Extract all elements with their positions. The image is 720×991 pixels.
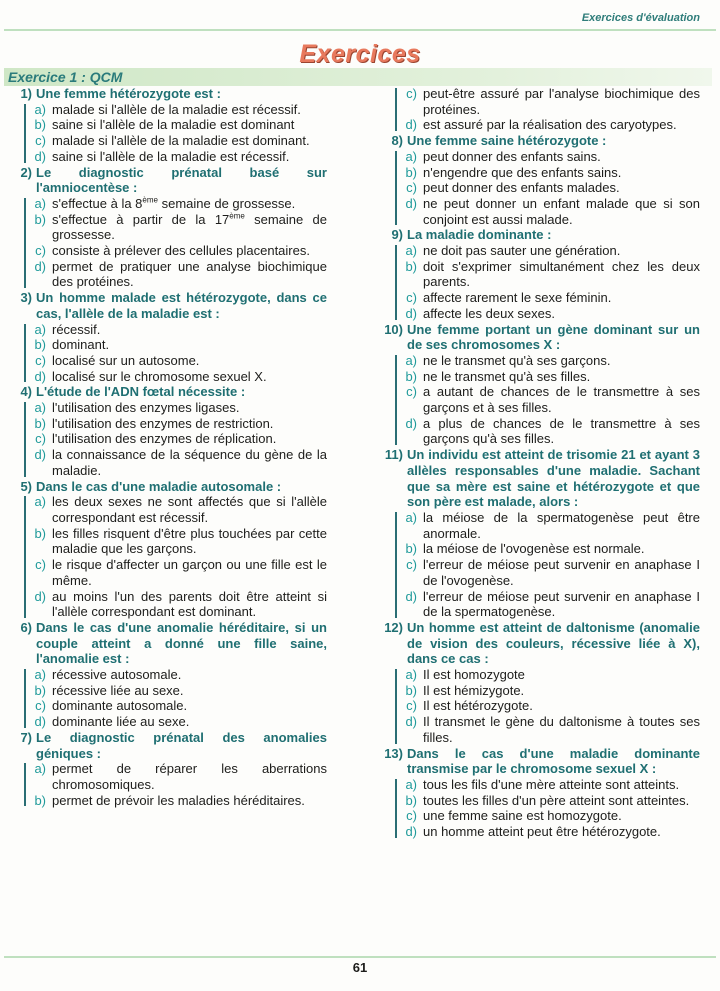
answer-option <box>395 557 700 588</box>
question-stem <box>7 86 327 102</box>
option-text: l'erreur de méiose peut survenir en anaphase I de la spermatogenèse. <box>423 588 700 620</box>
option-text: l'utilisation des enzymes de réplication. <box>52 431 277 447</box>
option-text: ne le transmet qu'à ses garçons. <box>423 352 611 368</box>
answer-option <box>395 165 700 181</box>
answer-option <box>24 259 327 290</box>
answer-option <box>395 541 700 557</box>
answer-option <box>24 337 327 353</box>
question-stem <box>7 165 327 196</box>
option-text: n'engendre que des enfants sains. <box>423 164 622 180</box>
answer-options <box>24 494 327 620</box>
answer-options <box>24 102 327 165</box>
answer-option <box>24 447 327 478</box>
option-text: l'utilisation des enzymes de restriction. <box>52 415 274 431</box>
answer-option <box>24 212 327 243</box>
option-text: les deux sexes ne sont affectés que si l'allèle correspondant est récessif. <box>52 494 327 525</box>
question-number: 9) <box>391 227 403 243</box>
option-text: récessive liée au sexe. <box>52 682 184 698</box>
answer-option <box>24 117 327 133</box>
option-letter: d) <box>405 195 417 211</box>
option-text: récessif. <box>52 321 101 337</box>
question-text: Dans le cas d'une maladie dominante transmise par le chromosome sexuel X : <box>407 745 700 777</box>
answer-option <box>24 714 327 730</box>
question <box>378 746 700 840</box>
answer-option <box>395 353 700 369</box>
option-letter: d) <box>405 714 417 730</box>
option-letter: d) <box>405 588 417 604</box>
option-letter: b) <box>405 368 417 384</box>
answer-option <box>395 589 700 620</box>
answer-option <box>395 306 700 322</box>
option-letter: a) <box>405 148 417 164</box>
option-text: dominante autosomale. <box>52 698 188 714</box>
question-stem <box>378 746 700 777</box>
answer-option <box>24 102 327 118</box>
option-letter: a) <box>34 761 46 777</box>
answer-option <box>395 510 700 541</box>
question-text: Une femme saine hétérozygote : <box>407 133 607 149</box>
option-text: ne peut donner un enfant malade que si son conjoint est aussi malade. <box>423 195 700 227</box>
answer-option <box>24 400 327 416</box>
answer-option <box>395 243 700 259</box>
question <box>7 479 327 620</box>
option-letter: c) <box>35 698 46 714</box>
question <box>7 730 327 809</box>
question-number: 3) <box>20 290 32 306</box>
exercise-banner <box>4 68 712 86</box>
answer-options <box>24 196 327 290</box>
question-stem <box>7 290 327 321</box>
answer-option <box>395 714 700 745</box>
option-text: Il est hétérozygote. <box>423 698 533 714</box>
option-letter: c) <box>35 431 46 447</box>
answer-option <box>395 808 700 824</box>
option-text: la méiose de l'ovogenèse est normale. <box>423 541 645 557</box>
question-stem <box>7 384 327 400</box>
answer-option <box>24 149 327 165</box>
option-letter: d) <box>34 588 46 604</box>
option-text: Il transmet le gène du daltonisme à toutes ses filles. <box>423 714 700 745</box>
option-text: consiste à prélever des cellules placentaires. <box>52 243 310 259</box>
answer-option <box>395 777 700 793</box>
option-letter: c) <box>406 808 417 824</box>
option-letter: c) <box>35 557 46 573</box>
answer-options <box>395 667 700 746</box>
question-text: L'étude de l'ADN fœtal nécessite : <box>36 384 246 400</box>
option-text: est assuré par la réalisation des caryotypes. <box>423 117 677 133</box>
question <box>378 227 700 321</box>
question-number: 7) <box>20 729 32 745</box>
question-text: Le diagnostic prénatal basé sur l'amniocentèse : <box>36 164 327 196</box>
option-text: affecte les deux sexes. <box>423 305 556 321</box>
header-section-label: Exercices d'évaluation <box>581 12 700 24</box>
answer-options <box>24 322 327 385</box>
question-text: Une femme portant un gène dominant sur un de ses chromosomes X : <box>407 321 700 353</box>
option-text: permet de prévoir les maladies héréditaires. <box>52 792 305 808</box>
question-text: Dans le cas d'une anomalie héréditaire, si un couple atteint a donné une fille saine, l'anomalie est : <box>36 619 327 667</box>
question <box>7 86 327 165</box>
option-text: peut donner des enfants malades. <box>423 180 620 196</box>
question-stem <box>378 447 700 510</box>
option-letter: b) <box>34 792 46 808</box>
option-letter: d) <box>34 714 46 730</box>
option-text: s'effectue à la 8ème semaine de grossesse. <box>52 195 296 211</box>
answer-option <box>395 196 700 227</box>
answer-option <box>395 259 700 290</box>
answer-option <box>24 431 327 447</box>
option-text: le risque d'affecter un garçon ou une fille est le même. <box>52 557 327 588</box>
option-letter: a) <box>405 667 417 683</box>
question-stem <box>378 620 700 667</box>
answer-options <box>24 667 327 730</box>
answer-option <box>395 683 700 699</box>
answer-option <box>395 290 700 306</box>
option-letter: a) <box>34 400 46 416</box>
option-letter: a) <box>405 776 417 792</box>
option-letter: d) <box>34 258 46 274</box>
option-letter: d) <box>34 148 46 164</box>
option-letter: a) <box>405 243 417 259</box>
exercise-title: Exercice 1 : QCM <box>8 69 123 85</box>
question <box>7 384 327 478</box>
answer-option <box>24 322 327 338</box>
answer-option <box>24 698 327 714</box>
option-letter: b) <box>34 211 46 227</box>
question <box>378 322 700 448</box>
question <box>7 290 327 384</box>
option-text: Il est hémizygote. <box>423 682 525 698</box>
footer-rule <box>4 956 716 958</box>
option-text: ne le transmet qu'à ses filles. <box>423 368 591 384</box>
question-stem <box>378 322 700 353</box>
option-text: au moins l'un des parents doit être atteint si l'allèle correspondant est dominant. <box>52 588 327 620</box>
option-letter: b) <box>405 258 417 274</box>
option-letter: b) <box>405 682 417 698</box>
answer-options <box>24 761 327 808</box>
option-text: l'utilisation des enzymes ligases. <box>52 400 240 416</box>
option-letter: d) <box>34 447 46 463</box>
option-letter: b) <box>405 541 417 557</box>
option-text: peut donner des enfants sains. <box>423 148 601 164</box>
answer-option <box>24 667 327 683</box>
option-letter: b) <box>34 337 46 353</box>
page-number: 61 <box>352 960 368 975</box>
question-stem <box>7 479 327 495</box>
question-number: 13) <box>384 745 403 761</box>
option-letter: a) <box>34 667 46 683</box>
option-text: s'effectue à partir de la 17ème semaine de grossesse. <box>52 211 327 243</box>
option-text: récessive autosomale. <box>52 667 182 683</box>
option-letter: a) <box>34 101 46 117</box>
option-letter: b) <box>34 117 46 133</box>
option-letter: c) <box>35 243 46 259</box>
option-letter: c) <box>35 133 46 149</box>
option-text: malade si l'allèle de la maladie est dominant. <box>52 133 310 149</box>
answer-option <box>24 526 327 557</box>
question-number: 12) <box>384 619 403 635</box>
option-text: localisé sur un autosome. <box>52 352 200 368</box>
left-column <box>7 86 327 808</box>
answer-option <box>395 793 700 809</box>
question <box>378 447 700 620</box>
option-text: doit s'exprimer simultanément chez les deux parents. <box>423 258 700 290</box>
option-letter: c) <box>406 290 417 306</box>
option-letter: d) <box>405 824 417 840</box>
option-text: la connaissance de la séquence du gène de la maladie. <box>52 447 327 478</box>
option-text: localisé sur le chromosome sexuel X. <box>52 368 267 384</box>
answer-option <box>24 353 327 369</box>
header-rule <box>4 29 716 31</box>
answer-option <box>395 824 700 840</box>
answer-option <box>24 494 327 525</box>
question-text: La maladie dominante : <box>407 227 552 243</box>
question-number: 8) <box>391 133 403 149</box>
question <box>7 165 327 291</box>
option-text: toutes les filles d'un père atteint sont atteintes. <box>423 792 690 808</box>
option-letter: b) <box>34 415 46 431</box>
question <box>378 620 700 746</box>
option-letter: a) <box>405 352 417 368</box>
option-text: Il est homozygote <box>423 667 525 683</box>
option-text: la méiose de la spermatogenèse peut être anormale. <box>423 509 700 541</box>
option-letter: c) <box>406 86 417 101</box>
answer-option <box>24 369 327 385</box>
question-number: 5) <box>20 478 32 494</box>
question-number: 10) <box>384 321 403 337</box>
answer-option <box>24 416 327 432</box>
question-text: Dans le cas d'une maladie autosomale : <box>36 478 282 494</box>
answer-option <box>395 149 700 165</box>
option-letter: b) <box>34 525 46 541</box>
answer-options <box>395 353 700 447</box>
answer-option <box>24 243 327 259</box>
answer-options <box>395 86 700 133</box>
option-letter: a) <box>34 494 46 510</box>
option-text: a autant de chances de le transmettre à ses garçons et à ses filles. <box>423 384 700 416</box>
question-text: Le diagnostic prénatal des anomalies géniques : <box>36 729 327 761</box>
option-text: dominant. <box>52 337 110 353</box>
question-number: 1) <box>20 86 32 101</box>
answer-option <box>395 369 700 385</box>
answer-option <box>24 589 327 620</box>
question-stem <box>378 227 700 243</box>
question <box>378 86 700 133</box>
answer-option <box>24 196 327 212</box>
question-number: 4) <box>20 384 32 400</box>
answer-options <box>395 777 700 840</box>
question <box>378 133 700 227</box>
option-letter: a) <box>34 321 46 337</box>
option-text: une femme saine est homozygote. <box>423 808 622 824</box>
question-text: Une femme hétérozygote est : <box>36 86 221 101</box>
answer-option <box>24 683 327 699</box>
question-number: 11) <box>384 447 403 463</box>
answer-options <box>395 149 700 228</box>
answer-option <box>395 117 700 133</box>
question-stem <box>7 730 327 761</box>
option-letter: c) <box>406 180 417 196</box>
answer-option <box>24 557 327 588</box>
option-text: l'erreur de méiose peut survenir en anaphase I de l'ovogenèse. <box>423 557 700 588</box>
answer-option <box>24 133 327 149</box>
option-text: malade si l'allèle de la maladie est récessif. <box>52 101 301 117</box>
option-letter: b) <box>405 164 417 180</box>
option-text: tous les fils d'une mère atteinte sont atteints. <box>423 776 680 792</box>
answer-option <box>395 384 700 415</box>
option-letter: b) <box>34 682 46 698</box>
answer-option <box>24 793 327 809</box>
option-letter: a) <box>405 509 417 525</box>
option-letter: b) <box>405 792 417 808</box>
question-text: Un homme est atteint de daltonisme (anomalie de vision des couleurs, récessive liée à X), dans ce cas : <box>407 619 700 667</box>
option-text: un homme atteint peut être hétérozygote. <box>423 824 661 840</box>
option-text: dominante liée au sexe. <box>52 714 190 730</box>
option-letter: c) <box>406 698 417 714</box>
option-text: peut-être assuré par l'analyse biochimique des protéines. <box>423 86 700 117</box>
question-text: Un individu est atteint de trisomie 21 et ayant 3 allèles responsables d'une maladie. Sachant que sa mère est saine et hétérozygote et que son père est malade, alors : <box>407 447 700 510</box>
page-title: Exercices <box>299 40 421 68</box>
option-letter: d) <box>405 117 417 133</box>
question-text: Un homme malade est hétérozygote, dans ce cas, l'allèle de la maladie est : <box>36 290 327 321</box>
question-stem <box>7 620 327 667</box>
answer-options <box>24 400 327 479</box>
option-text: ne doit pas sauter une génération. <box>423 243 621 259</box>
question <box>7 620 327 730</box>
answer-options <box>395 510 700 620</box>
option-letter: c) <box>406 384 417 400</box>
option-letter: c) <box>406 557 417 573</box>
question-stem <box>378 133 700 149</box>
question-number: 2) <box>20 164 32 180</box>
right-column <box>378 86 700 840</box>
answer-option <box>24 761 327 792</box>
option-letter: c) <box>35 352 46 368</box>
answer-option <box>395 698 700 714</box>
option-text: permet de réparer les aberrations chromosomiques. <box>52 761 327 792</box>
question-number: 6) <box>20 619 32 635</box>
option-text: permet de pratiquer une analyse biochimique des protéines. <box>52 258 327 290</box>
option-text: saine si l'allèle de la maladie est dominant <box>52 117 295 133</box>
option-text: a plus de chances de le transmettre à ses garçons qu'à ses filles. <box>423 415 700 447</box>
answer-option <box>395 180 700 196</box>
option-text: affecte rarement le sexe féminin. <box>423 290 612 306</box>
option-text: les filles risquent d'être plus touchées par cette maladie que les garçons. <box>52 525 327 557</box>
option-letter: d) <box>405 305 417 321</box>
option-letter: d) <box>34 368 46 384</box>
option-text: saine si l'allèle de la maladie est récessif. <box>52 148 290 164</box>
answer-option <box>395 86 700 117</box>
option-letter: a) <box>34 195 46 211</box>
option-letter: d) <box>405 415 417 431</box>
answer-option <box>395 416 700 447</box>
answer-options <box>395 243 700 322</box>
answer-option <box>395 667 700 683</box>
